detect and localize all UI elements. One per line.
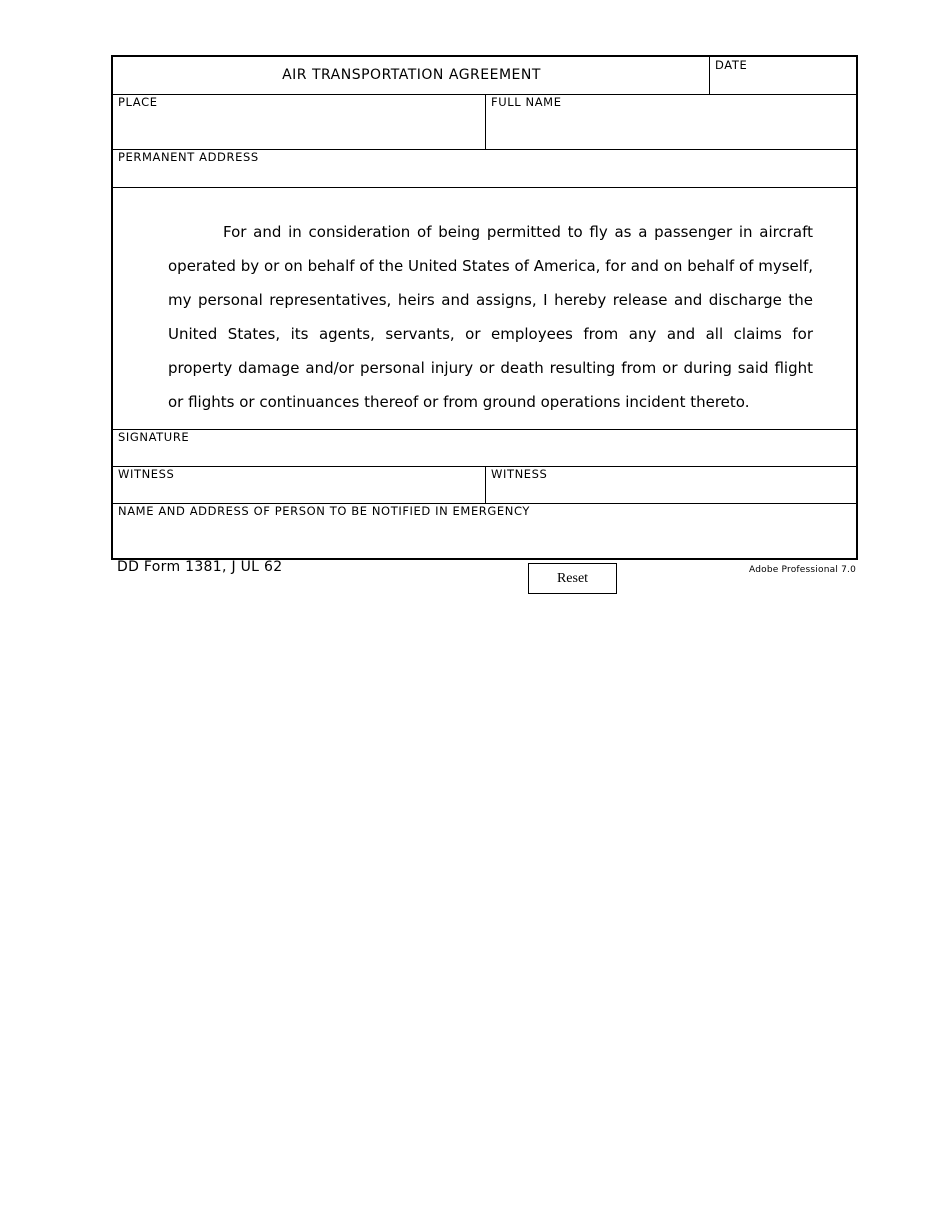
witness-label-2: WITNESS bbox=[491, 467, 548, 481]
divider bbox=[113, 187, 856, 188]
witness-cell-2 bbox=[486, 466, 856, 503]
producer-note: Adobe Professional 7.0 bbox=[749, 565, 856, 575]
place-cell bbox=[113, 94, 486, 149]
witness-input-1[interactable] bbox=[117, 482, 482, 500]
date-label: DATE bbox=[715, 58, 748, 72]
witness-cell-1 bbox=[113, 466, 486, 503]
divider bbox=[709, 57, 710, 94]
divider bbox=[485, 466, 486, 503]
permanent-address-label: PERMANENT ADDRESS bbox=[118, 150, 259, 164]
signature-cell bbox=[113, 429, 856, 466]
emergency-contact-cell bbox=[113, 503, 856, 558]
agreement-text: For and in consideration of being permitted to fly as a passenger in aircraft operated by or on behalf of the United States of America, for and on behalf of myself, my personal representatives, heirs and assigns, I hereby release and discharge the United States, its agents, servants, or employees from any and all claims for property damage and/or personal injury or death resulting from or during said flight or flights or continuances thereof or from ground operations incident thereto. bbox=[168, 223, 813, 411]
signature-label: SIGNATURE bbox=[118, 430, 190, 444]
form-title: AIR TRANSPORTATION AGREEMENT bbox=[282, 67, 541, 83]
divider bbox=[113, 149, 856, 150]
emergency-contact-input[interactable] bbox=[117, 537, 852, 555]
full-name-cell bbox=[486, 94, 856, 149]
date-input[interactable] bbox=[714, 73, 852, 91]
permanent-address-input[interactable] bbox=[117, 166, 852, 184]
reset-button[interactable]: Reset bbox=[528, 563, 617, 594]
place-input[interactable] bbox=[117, 128, 482, 146]
divider bbox=[113, 429, 856, 430]
full-name-input[interactable] bbox=[490, 128, 852, 146]
air-transportation-agreement-form bbox=[111, 55, 858, 560]
emergency-contact-label: NAME AND ADDRESS OF PERSON TO BE NOTIFIED IN EMERGENCY bbox=[118, 504, 531, 518]
date-cell bbox=[710, 57, 856, 94]
full-name-label: FULL NAME bbox=[491, 95, 562, 109]
place-label: PLACE bbox=[118, 95, 158, 109]
signature-input[interactable] bbox=[117, 445, 852, 463]
permanent-address-cell bbox=[113, 149, 856, 187]
divider bbox=[485, 94, 486, 149]
witness-input-2[interactable] bbox=[490, 482, 852, 500]
form-identifier: DD Form 1381, J UL 62 bbox=[117, 559, 283, 575]
divider bbox=[113, 503, 856, 504]
witness-label-1: WITNESS bbox=[118, 467, 175, 481]
